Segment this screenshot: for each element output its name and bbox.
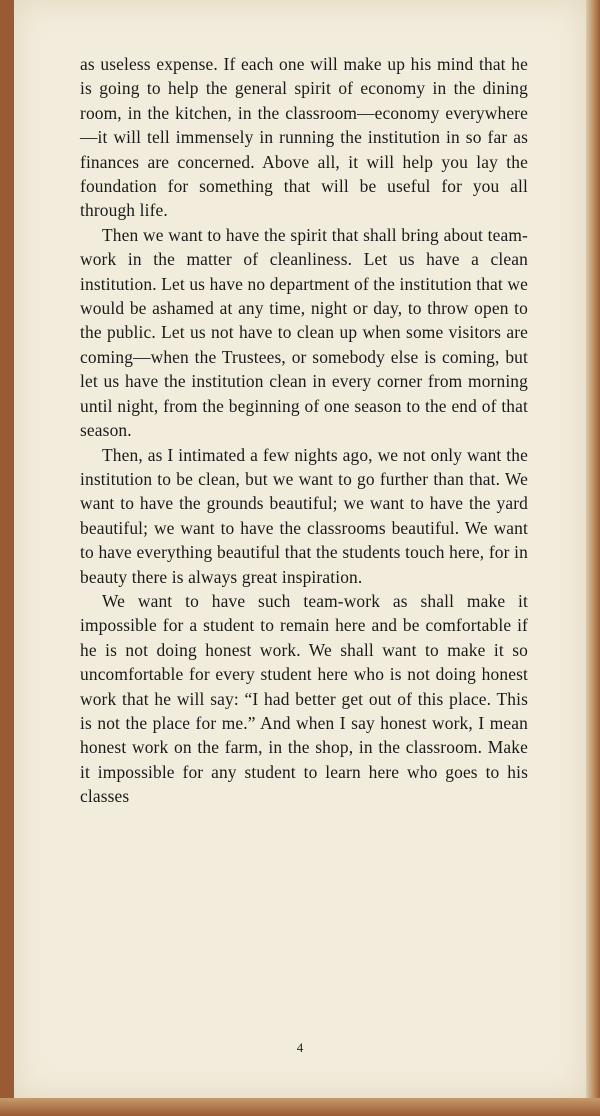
paragraph-1: as useless expense. If each one will make up his mind that he is going to help the general spirit of economy in the dining room, in the kitchen, in the classroom—economy everywhere—it will tell immensely in running the institution in so far as finances are concerned. Above all, it will help you lay the foundation for something that will be useful for you all through life. [80, 54, 528, 221]
paragraph-2: Then we want to have the spirit that shall bring about team-work in the matter of cleanliness. Let us have a clean institution. Let us have no department of the institution that we would be ashamed at any time, night or day, to throw open to the public. Let us not have to clean up when some visitors are coming—when the Trustees, or somebody else is coming, but let us have the institution clean in every corner from morning until night, from the beginning of one season to the end of that season. [80, 224, 528, 441]
paragraph-4: We want to have such team-work as shall make it impossible for a student to remain here and be comfortable if he is not doing honest work. We shall want to make it so uncomfortable for every student here who is not doing honest work that he will say: “I had better get out of this place. This is not the place for me.” And when I say honest work, I mean honest work on the farm, in the shop, in the classroom. Make it impossible for any student to learn here who goes to his classes [80, 590, 528, 807]
body-text [80, 52, 528, 809]
page-edge-bottom [0, 1098, 600, 1116]
paragraph-3: Then, as I intimated a few nights ago, we not only want the institution to be clean, but we want to go further than that. We want to have the grounds beautiful; we want to have the yard beautiful; we want to have the classrooms beautiful. We want to have everything beautiful that the students touch here, for in beauty there is always great inspiration. [80, 444, 528, 587]
page-number: 4 [296, 1040, 304, 1055]
page-sheet [14, 0, 586, 1098]
page-edge-right [586, 0, 600, 1116]
